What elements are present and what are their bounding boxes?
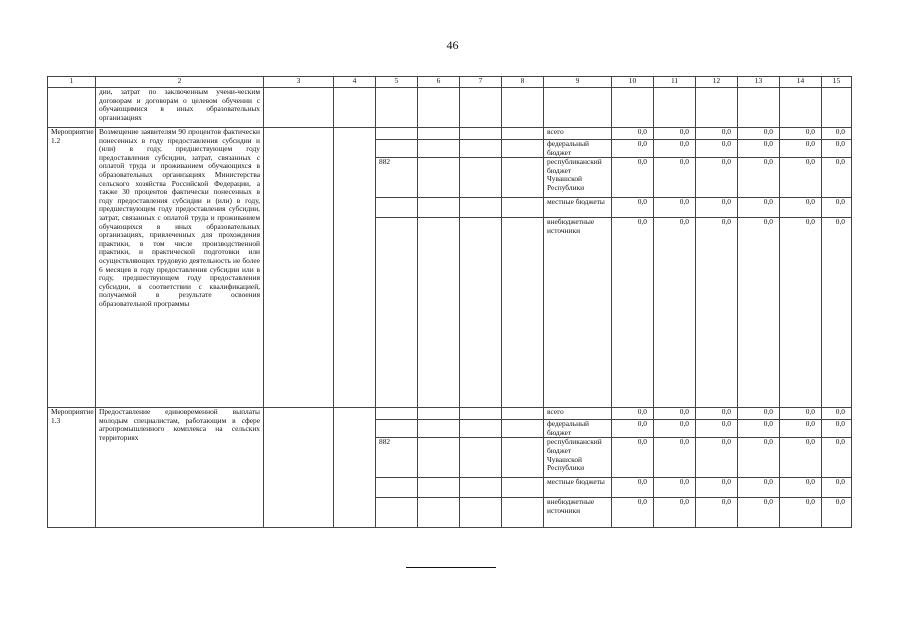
- header-row: [48, 77, 852, 88]
- column-6-cell: [418, 438, 460, 478]
- amount-cell: 0,0: [612, 408, 654, 420]
- header-cell-9: 9: [544, 77, 612, 88]
- column-3-cell: [264, 408, 334, 528]
- funding-source: всего: [544, 408, 612, 420]
- column-6-cell: [418, 128, 460, 140]
- column-6-cell: [418, 140, 460, 158]
- amount-cell: 0,0: [696, 438, 738, 478]
- header-cell-7: 7: [460, 77, 502, 88]
- amount-cell: 0,0: [780, 128, 822, 140]
- column-5-code: [376, 478, 418, 498]
- column-7-cell: [460, 158, 502, 198]
- amount-cell: 0,0: [780, 420, 822, 438]
- event-label: Мероприятие 1.2: [48, 128, 96, 408]
- column-5-code: [376, 408, 418, 420]
- column-8-cell: [502, 438, 544, 478]
- header-cell-2: 2: [96, 77, 264, 88]
- header-cell-1: 1: [48, 77, 96, 88]
- amount-cell: 0,0: [654, 198, 696, 218]
- header-cell-3: 3: [264, 77, 334, 88]
- amount-cell: 0,0: [654, 158, 696, 198]
- column-7-cell: [460, 140, 502, 158]
- column-7-cell: [460, 478, 502, 498]
- amount-cell: 0,0: [822, 478, 852, 498]
- amount-cell: 0,0: [738, 438, 780, 478]
- amount-cell: 0,0: [696, 408, 738, 420]
- amount-cell: 0,0: [696, 140, 738, 158]
- header-cell-15: 15: [822, 77, 852, 88]
- column-8-cell: [502, 408, 544, 420]
- amount-cell: 0,0: [696, 218, 738, 408]
- amount-cell: 0,0: [612, 158, 654, 198]
- column-5-code: [376, 498, 418, 528]
- header-cell-12: 12: [696, 77, 738, 88]
- event-description: Предоставление единовременной выплаты молодым специалистам, работающим в сфере агропромышленного комплекса на сельских территориях: [96, 408, 264, 528]
- column-4-cell: [334, 408, 376, 528]
- funding-source: республиканский бюджет Чувашской Республики: [544, 158, 612, 198]
- column-8-cell: [502, 478, 544, 498]
- column-7-cell: [460, 420, 502, 438]
- column-8-cell: [502, 198, 544, 218]
- header-cell-8: 8: [502, 77, 544, 88]
- amount-cell: 0,0: [654, 478, 696, 498]
- funding-source: внебюджетные источники: [544, 218, 612, 408]
- amount-cell: 0,0: [780, 140, 822, 158]
- carryover-label: [48, 88, 96, 128]
- funding-source: внебюджетные источники: [544, 498, 612, 528]
- amount-cell: 0,0: [696, 498, 738, 528]
- amount-cell: 0,0: [612, 498, 654, 528]
- funding-source: всего: [544, 128, 612, 140]
- amount-cell: 0,0: [780, 438, 822, 478]
- amount-cell: 0,0: [612, 198, 654, 218]
- amount-cell: 0,0: [822, 498, 852, 528]
- column-5-code: [376, 198, 418, 218]
- funding-source: местные бюджеты: [544, 478, 612, 498]
- amount-cell: 0,0: [822, 218, 852, 408]
- amount-cell: 0,0: [780, 158, 822, 198]
- column-4-cell: [334, 128, 376, 408]
- amount-cell: 0,0: [654, 218, 696, 408]
- amount-cell: 0,0: [654, 498, 696, 528]
- column-6-cell: [418, 498, 460, 528]
- amount-cell: 0,0: [822, 420, 852, 438]
- event-description: Возмещение заявителям 90 процентов фактически понесенных в году предоставления субсидии и (или) в году, предшествующем году предоставления субсидии, затрат, связанных с оплатой труда и проживанием обучающихся в образовательных организациях Министерства сельского хозяйства Российской Федерации, а также 30 процентов фактически понесенных в году предоставления субсидии и (или) в году, предшествующем году предоставления субсидии, затрат, связанных с оплатой труда и проживанием обучающихся в иных образовательных организациях, привлеченных для прохождения практики, в том числе производственной практики, и практической подготовки или осуществляющих трудовую деятельность не более 6 месяцев в году предоставления субсидии или в году, предшествующем году предоставления субсидии, в соответствии с квалификацией, получаемой в результате освоения образовательной программы: [96, 128, 264, 408]
- column-7-cell: [460, 198, 502, 218]
- amount-cell: 0,0: [822, 198, 852, 218]
- amount-cell: 0,0: [738, 218, 780, 408]
- amount-cell: 0,0: [696, 158, 738, 198]
- header-cell-5: 5: [376, 77, 418, 88]
- amount-cell: 0,0: [696, 128, 738, 140]
- header-cell-10: 10: [612, 77, 654, 88]
- amount-cell: 0,0: [696, 420, 738, 438]
- amount-cell: 0,0: [654, 140, 696, 158]
- amount-cell: 0,0: [612, 420, 654, 438]
- carryover-row: [48, 88, 852, 128]
- amount-cell: 0,0: [738, 408, 780, 420]
- amount-cell: 0,0: [780, 218, 822, 408]
- header-cell-4: 4: [334, 77, 376, 88]
- column-8-cell: [502, 420, 544, 438]
- column-8-cell: [502, 218, 544, 408]
- column-3-cell: [264, 128, 334, 408]
- column-7-cell: [460, 218, 502, 408]
- header-cell-14: 14: [780, 77, 822, 88]
- column-5-code: 882: [376, 438, 418, 478]
- column-6-cell: [418, 478, 460, 498]
- amount-cell: 0,0: [738, 478, 780, 498]
- amount-cell: 0,0: [654, 128, 696, 140]
- amount-cell: 0,0: [780, 198, 822, 218]
- column-5-code: [376, 128, 418, 140]
- amount-cell: 0,0: [612, 128, 654, 140]
- column-7-cell: [460, 128, 502, 140]
- amount-cell: 0,0: [612, 438, 654, 478]
- column-5-code: [376, 218, 418, 408]
- page-number: 46: [446, 38, 459, 52]
- amount-cell: 0,0: [780, 498, 822, 528]
- column-8-cell: [502, 128, 544, 140]
- event-row: [48, 408, 852, 420]
- amount-cell: 0,0: [654, 438, 696, 478]
- column-6-cell: [418, 198, 460, 218]
- amount-cell: 0,0: [822, 140, 852, 158]
- header-cell-13: 13: [738, 77, 780, 88]
- column-5-code: [376, 420, 418, 438]
- amount-cell: 0,0: [696, 478, 738, 498]
- funding-source: местные бюджеты: [544, 198, 612, 218]
- amount-cell: 0,0: [738, 128, 780, 140]
- amount-cell: 0,0: [738, 498, 780, 528]
- funding-source: федеральный бюджет: [544, 420, 612, 438]
- event-label: Мероприятие 1.3: [48, 408, 96, 528]
- amount-cell: 0,0: [738, 140, 780, 158]
- amount-cell: 0,0: [738, 198, 780, 218]
- column-7-cell: [460, 408, 502, 420]
- column-5-code: 882: [376, 158, 418, 198]
- column-8-cell: [502, 158, 544, 198]
- amount-cell: 0,0: [822, 128, 852, 140]
- amount-cell: 0,0: [654, 420, 696, 438]
- footnote-separator: [406, 567, 496, 568]
- header-cell-11: 11: [654, 77, 696, 88]
- amount-cell: 0,0: [738, 420, 780, 438]
- column-8-cell: [502, 140, 544, 158]
- column-7-cell: [460, 498, 502, 528]
- column-7-cell: [460, 438, 502, 478]
- amount-cell: 0,0: [612, 140, 654, 158]
- amount-cell: 0,0: [780, 478, 822, 498]
- program-table: [47, 76, 852, 528]
- amount-cell: 0,0: [738, 158, 780, 198]
- amount-cell: 0,0: [822, 408, 852, 420]
- funding-source: республиканский бюджет Чувашской Республики: [544, 438, 612, 478]
- amount-cell: 0,0: [780, 408, 822, 420]
- event-row: [48, 128, 852, 140]
- amount-cell: 0,0: [822, 158, 852, 198]
- amount-cell: 0,0: [822, 438, 852, 478]
- carryover-description: дии, затрат по заключенным учени-ческим договорам и договорам о целевом обучении с обучающимися в иных образовательных организациях: [96, 88, 264, 128]
- header-cell-6: 6: [418, 77, 460, 88]
- column-6-cell: [418, 420, 460, 438]
- amount-cell: 0,0: [654, 408, 696, 420]
- column-6-cell: [418, 408, 460, 420]
- amount-cell: 0,0: [612, 218, 654, 408]
- column-5-code: [376, 140, 418, 158]
- column-6-cell: [418, 218, 460, 408]
- funding-source: федеральный бюджет: [544, 140, 612, 158]
- column-6-cell: [418, 158, 460, 198]
- amount-cell: 0,0: [696, 198, 738, 218]
- column-8-cell: [502, 498, 544, 528]
- amount-cell: 0,0: [612, 478, 654, 498]
